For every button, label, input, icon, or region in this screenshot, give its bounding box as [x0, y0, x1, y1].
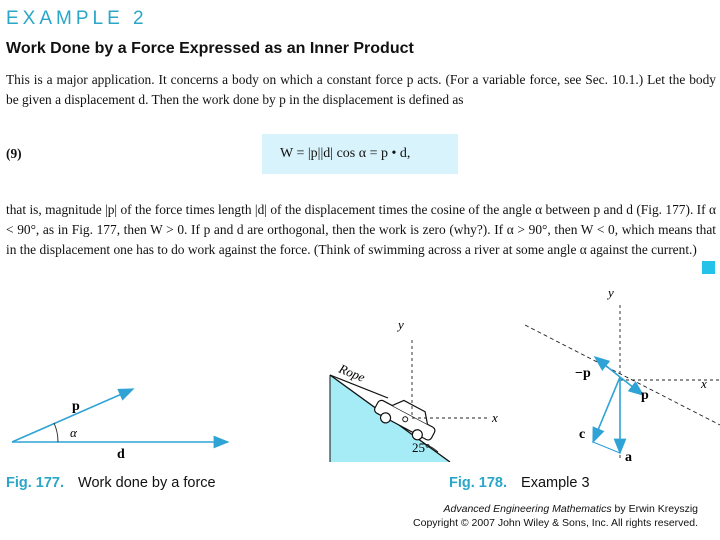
fig-178-number: Fig. 178. [449, 475, 508, 491]
label-angle-25: 25° [412, 440, 431, 455]
label-y2: y [608, 285, 614, 300]
book-title: Advanced Engineering Mathematics [443, 503, 612, 515]
end-of-example-mark [702, 261, 715, 274]
fig-178-text: Example 3 [521, 475, 590, 491]
vector-minus-p [595, 357, 620, 377]
label-d: d [117, 447, 125, 462]
vector-c [593, 377, 620, 442]
label-x: x [492, 410, 498, 425]
label-p-right: p [641, 388, 649, 403]
label-c: c [579, 427, 586, 442]
fig-178-caption [449, 475, 590, 491]
label-p: p [72, 399, 80, 414]
example-label: EXAMPLE 2 [6, 8, 148, 29]
equation-text: W = |p||d| cos α = p • d, [280, 146, 411, 161]
example-title: Work Done by a Force Expressed as an Inner Product [6, 40, 414, 57]
copyright-credit [413, 502, 698, 530]
label-a: a [625, 450, 632, 465]
label-x2: x [701, 376, 707, 391]
fig-177-number: Fig. 177. [6, 475, 65, 491]
figure-178-incline [320, 310, 520, 462]
paragraph-2: that is, magnitude |p| of the force times length |d| of the displacement times the cosine of the angle α between p and d (Fig. 177). If α < 90°, as in Fig. 177, then W > 0. If p and d are orthogonal, then the work is zero (why?). If α > 90°, then W < 0, which means that in the displacement one has to do work against the force. (Think of swimming across a river at some angle α against the current.) [6, 202, 716, 257]
label-rope: Rope [336, 360, 368, 385]
label-minus-p: −p [575, 366, 591, 381]
copyright-line: Copyright © 2007 John Wiley & Sons, Inc. All rights reserved. [413, 517, 698, 529]
fig-177-text: Work done by a force [78, 475, 216, 491]
equation-number: (9) [6, 146, 22, 161]
angle-arc [54, 423, 58, 442]
figure-177 [0, 370, 250, 470]
label-y: y [398, 317, 404, 332]
book-author: by Erwin Kreyszig [611, 503, 698, 515]
fig-177-caption [6, 475, 216, 491]
figure-178-forces [515, 285, 720, 465]
paragraph-1: This is a major application. It concerns a body on which a constant force p acts. (For a variable force, see Sec. 10.1.) Let the body be given a displacement d. Then the work done by p in the displacement is defined as [6, 72, 716, 107]
label-alpha: α [70, 425, 77, 440]
